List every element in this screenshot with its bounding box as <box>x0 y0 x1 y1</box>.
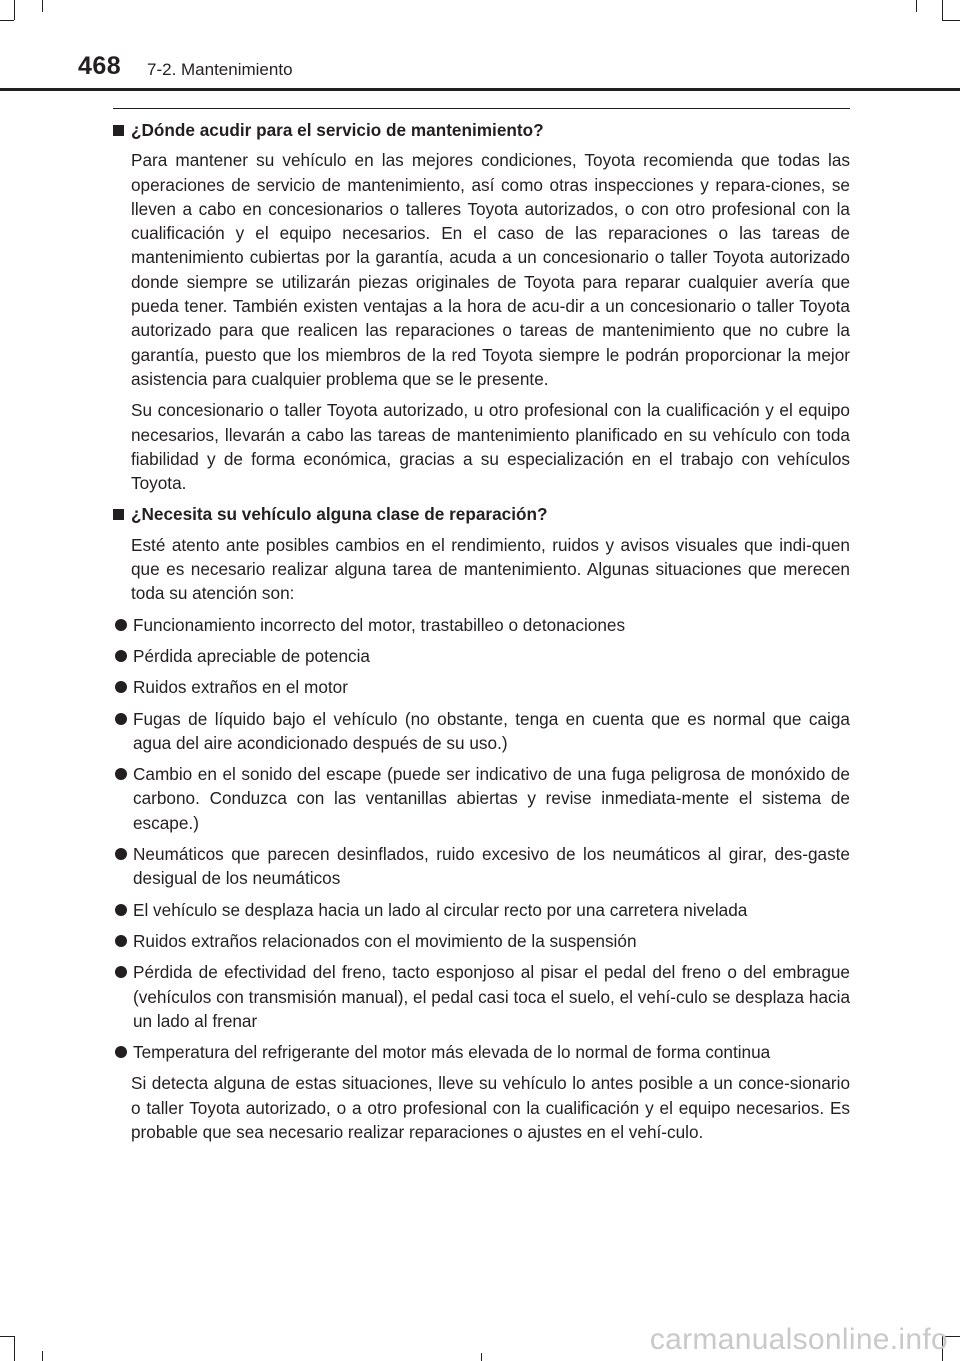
header-rule <box>0 88 960 91</box>
bullet-dot-icon <box>115 1046 127 1058</box>
bullet-dot-icon <box>115 848 127 860</box>
bullet-dot-icon <box>115 768 127 780</box>
list-item <box>113 675 850 699</box>
list-item <box>113 707 850 756</box>
crop-mark <box>42 1351 43 1361</box>
list-item-text: Ruidos extraños en el motor <box>133 677 348 698</box>
list-item <box>113 842 850 891</box>
section-title: 7-2. Mantenimiento <box>147 60 293 79</box>
list-item <box>113 898 850 922</box>
bullet-dot-icon <box>115 681 127 693</box>
paragraph: Si detecta alguna de estas situaciones, lleve su vehículo lo antes posible a un conce-sionario o taller Toyota autorizado, o a otro profesional con la cualificación y el equipo necesarios. Es probable que sea necesario realizar reparaciones o ajustes en el vehí-culo. <box>131 1073 850 1142</box>
bullet-dot-icon <box>115 713 127 725</box>
list-item-text: Funcionamiento incorrecto del motor, trastabilleo o detonaciones <box>133 614 626 635</box>
crop-mark <box>14 0 15 20</box>
square-bullet-icon <box>113 509 124 520</box>
page-number: 468 <box>78 52 122 80</box>
list-item <box>113 762 850 835</box>
heading-text: ¿Dónde acudir para el servicio de mantenimiento? <box>131 120 544 140</box>
paragraph: Su concesionario o taller Toyota autorizado, u otro profesional con la cualificación y el equipo necesarios, llevarán a cabo las tareas de mantenimiento planificado en su vehículo con toda fiabilidad y de forma económica, gracias a su especialización en el trabajo con vehículos Toyota. <box>131 400 850 494</box>
list-item <box>113 929 850 953</box>
list-item-text: Cambio en el sonido del escape (puede ser indicativo de una fuga peligrosa de monóxido de carbono. Conduzca con las ventanillas abiertas y revise inmediata-mente el sistema de escape.) <box>133 764 850 833</box>
list-item-text: El vehículo se desplaza hacia un lado al circular recto por una carretera nivelada <box>133 899 748 920</box>
section-heading <box>113 118 850 142</box>
list-item-text: Temperatura del refrigerante del motor más elevada de lo normal de forma continua <box>133 1042 771 1063</box>
section-heading <box>113 502 850 526</box>
crop-mark <box>42 0 43 12</box>
crop-mark <box>0 20 14 21</box>
paragraph: Esté atento ante posibles cambios en el rendimiento, ruidos y avisos visuales que indi-quen que es necesario realizar alguna tarea de mantenimiento. Algunas situaciones que merecen toda su atención son: <box>131 534 850 604</box>
bullet-dot-icon <box>115 904 127 916</box>
list-item-text: Neumáticos que parecen desinflados, ruido excesivo de los neumáticos al girar, des-gaste desigual de los neumáticos <box>133 844 850 889</box>
list-item-text: Pérdida apreciable de potencia <box>133 645 370 666</box>
square-bullet-icon <box>113 125 124 136</box>
content-divider <box>113 108 850 109</box>
crop-mark <box>14 1336 15 1361</box>
bullet-dot-icon <box>115 650 127 662</box>
crop-mark <box>942 0 943 20</box>
list-item <box>113 1040 850 1064</box>
page-content <box>113 118 850 1151</box>
bullet-dot-icon <box>115 935 127 947</box>
paragraph: Para mantener su vehículo en las mejores condiciones, Toyota recomienda que todas las operaciones de servicio de mantenimiento, así como otras inspecciones y repara-ciones, se lleven a cabo en concesionarios o talleres Toyota autorizados, o con otro profesional con la cualificación y el equipo necesarios. En el caso de las reparaciones o las tareas de mantenimiento cubiertas por la garantía, acuda a un concesionario o taller Toyota autorizado donde siempre se utilizarán piezas originales de Toyota para reparar cualquier avería que pueda tener. También existen ventajas a la hora de acu-dir a un concesionario o taller Toyota autorizado para que realicen las reparaciones o tareas de mantenimiento que no cubre la garantía, puesto que los miembros de la red Toyota siempre le podrán proporcionar la mejor asistencia para cualquier problema que se le presente. <box>131 150 850 389</box>
list-item-text: Fugas de líquido bajo el vehículo (no obstante, tenga en cuenta que es normal que caiga agua del aire acondicionado después de su uso.) <box>133 708 850 753</box>
list-item-text: Ruidos extraños relacionados con el movimiento de la suspensión <box>133 930 637 951</box>
watermark: carmanualsonline.info <box>649 1323 948 1356</box>
crop-mark <box>481 1353 482 1361</box>
crop-mark <box>916 0 917 12</box>
list-item <box>113 960 850 1033</box>
symptom-list <box>113 613 850 1065</box>
crop-mark <box>0 1336 14 1337</box>
list-item-text: Pérdida de efectividad del freno, tacto esponjoso al pisar el pedal del freno o del embrague (vehículos con transmisión manual), el pedal casi toca el suelo, el vehí-culo se desplaza hacia un lado al frenar <box>133 962 850 1031</box>
list-item <box>113 613 850 637</box>
heading-text: ¿Necesita su vehículo alguna clase de reparación? <box>131 504 548 525</box>
crop-mark <box>942 20 960 21</box>
bullet-dot-icon <box>115 966 127 978</box>
list-item <box>113 644 850 668</box>
bullet-dot-icon <box>115 619 127 631</box>
